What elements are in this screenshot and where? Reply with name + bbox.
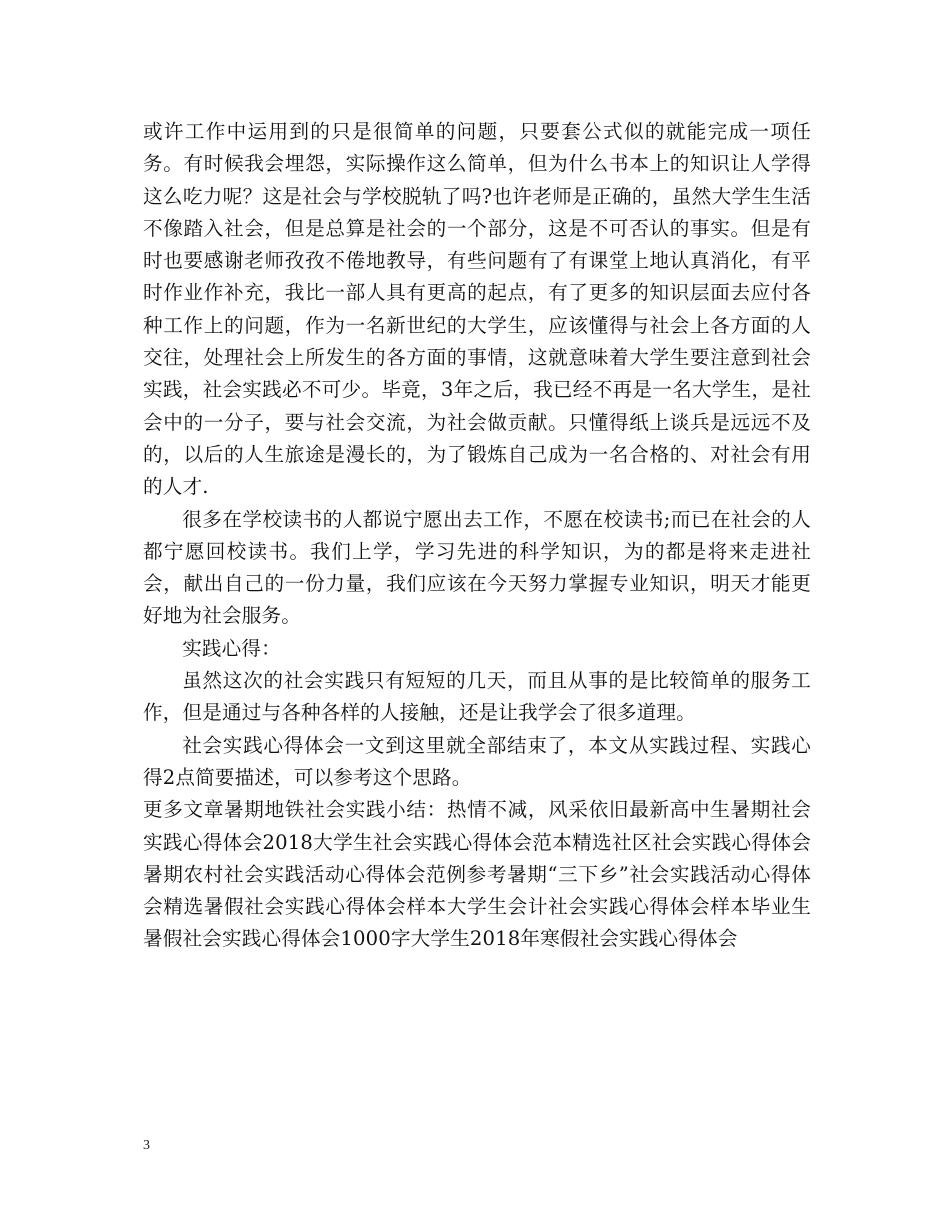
paragraph-school-vs-society: 很多在学校读书的人都说宁愿出去工作，不愿在校读书;而已在社会的人都宁愿回校读书。我们上学，学习先进的科学知识，为的都是将来走进社会，献出自己的一份力量，我们应该在今天努力掌握专业知识，明天才能更好地为社会服务。 xyxy=(143,507,811,628)
document-body xyxy=(143,116,811,956)
paragraph-more-articles: 更多文章暑期地铁社会实践小结：热情不减，风采依旧最新高中生暑期社会实践心得体会2018大学生社会实践心得体会范本精选社区社会实践心得体会暑期农村社会实践活动心得体会范例参考暑期“三下乡”社会实践活动心得体会精选暑假社会实践心得体会样本大学生会计社会实践心得体会样本毕业生暑假社会实践心得体会1000字大学生2018年寒假社会实践心得体会 xyxy=(143,798,811,951)
section-heading-practice-experience: 实践心得： xyxy=(182,636,281,660)
paragraph-continued: 或许工作中运用到的只是很简单的问题，只要套公式似的就能完成一项任务。有时候我会埋怨，实际操作这么简单，但为什么书本上的知识让人学得这么吃力呢？这是社会与学校脱轨了吗?也许老师是正确的，虽然大学生生活不像踏入社会，但是总算是社会的一个部分，这是不可否认的事实。但是有时也要感谢老师孜孜不倦地教导，有些问题有了有课堂上地认真消化，有平时作业作补充，我比一部人具有更高的起点，有了更多的知识层面去应付各种工作上的问题，作为一名新世纪的大学生，应该懂得与社会上各方面的人交往，处理社会上所发生的各方面的事情，这就意味着大学生要注意到社会实践，社会实践必不可少。毕竟，3年之后，我已经不再是一名大学生，是社会中的一分子，要与社会交流，为社会做贡献。只懂得纸上谈兵是远远不及的，以后的人生旅途是漫长的，为了锻炼自己成为一名合格的、对社会有用的人才. xyxy=(143,120,811,499)
paragraph-practice-experience: 虽然这次的社会实践只有短短的几天，而且从事的是比较简单的服务工作，但是通过与各种各样的人接触，还是让我学会了很多道理。 xyxy=(143,669,811,725)
paragraph-conclusion: 社会实践心得体会一文到这里就全部结束了，本文从实践过程、实践心得2点简要描述，可以参考这个思路。 xyxy=(143,733,811,789)
page-number: 3 xyxy=(143,1138,150,1153)
